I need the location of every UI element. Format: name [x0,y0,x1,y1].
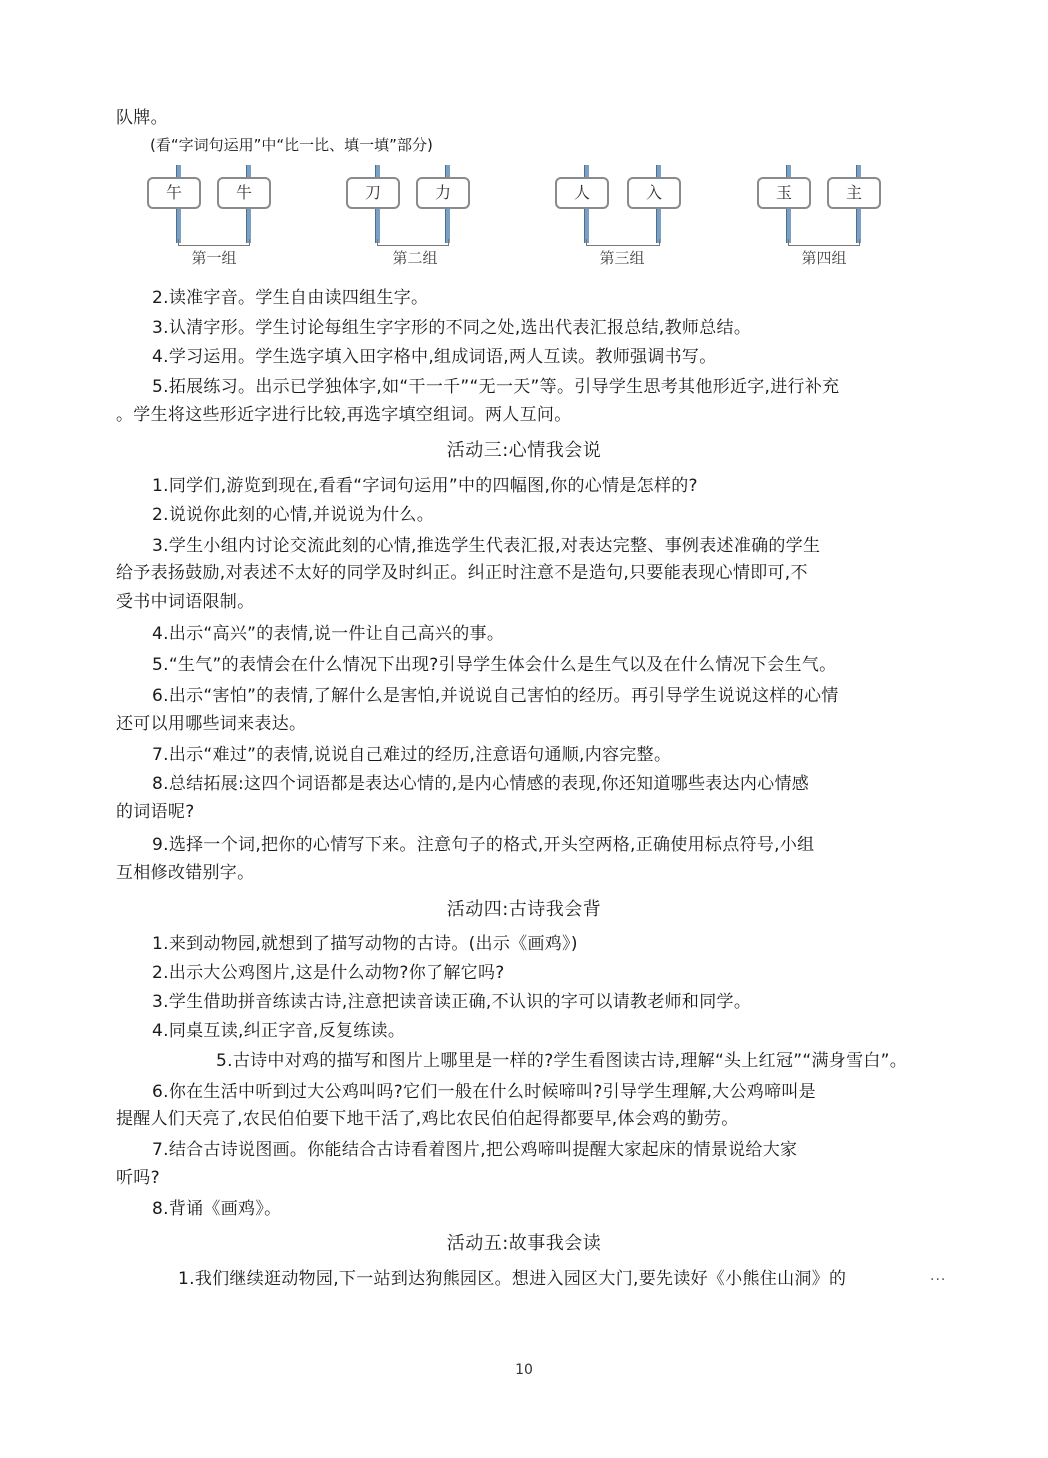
paragraph-line: 8.背诵《画鸡》。 [152,1199,282,1219]
paragraph-line: 的词语呢? [116,802,195,822]
figure-group-1 [144,165,284,273]
paragraph-line: 受书中词语限制。 [116,592,255,612]
group-label: 第三组 [599,249,645,267]
group-bracket [788,239,860,246]
group-label: 第一组 [191,249,237,267]
paragraph-line: 1.我们继续逛动物园,下一站到达狗熊园区。想进入园区大门,要先读好《小熊住山洞》的 [178,1269,847,1289]
char-card: 力 [416,177,470,209]
paragraph-line: 。学生将这些形近字进行比较,再选字填空组词。两人互问。 [116,405,572,425]
paragraph-line: 7.结合古诗说图画。你能结合古诗看着图片,把公鸡啼叫提醒大家起床的情景说给大家 [152,1140,798,1160]
char-card: 入 [627,177,681,209]
paragraph-line: 2.读准字音。学生自由读四组生字。 [152,288,429,308]
paragraph-line: 1.来到动物园,就想到了描写动物的古诗。(出示《画鸡》) [152,934,578,954]
char-card: 人 [555,177,609,209]
paragraph-line: 听吗? [116,1168,160,1188]
paragraph-line: 5.古诗中对鸡的描写和图片上哪里是一样的?学生看图读古诗,理解“头上红冠”“满身雪白”。 [216,1051,908,1071]
paragraph-line: 2.说说你此刻的心情,并说说为什么。 [152,505,435,525]
page-number: 10 [515,1362,533,1378]
paragraph-line: 给予表扬鼓励,对表述不太好的同学及时纠正。纠正时注意不是造句,只要能表现心情即可,不 [116,563,808,583]
continuation-ellipsis: ··· [930,1272,947,1288]
paragraph-line: 6.出示“害怕”的表情,了解什么是害怕,并说说自己害怕的经历。再引导学生说说这样的心情 [152,686,839,706]
paragraph-line: 还可以用哪些词来表达。 [116,714,307,734]
paragraph-line: 8.总结拓展:这四个词语都是表达心情的,是内心情感的表现,你还知道哪些表达内心情感 [152,774,810,794]
paragraph-line: 5.“生气”的表情会在什么情况下出现?引导学生体会什么是生气以及在什么情况下会生气。 [152,655,837,675]
char-card: 主 [827,177,881,209]
paragraph-line: 2.出示大公鸡图片,这是什么动物?你了解它吗? [152,963,505,983]
paragraph-line: 7.出示“难过”的表情,说说自己难过的经历,注意语句通顺,内容完整。 [152,745,672,765]
group-bracket [178,239,250,246]
paragraph-line: 4.同桌互读,纠正字音,反复练读。 [152,1021,406,1041]
figure-group-2 [345,165,485,273]
activity-5-title: 活动五:故事我会读 [446,1233,602,1254]
group-bracket [377,239,449,246]
paragraph-line: 互相修改错别字。 [116,863,255,883]
activity-4-title: 活动四:古诗我会背 [446,899,602,920]
paragraph-line: 5.拓展练习。出示已学独体字,如“干一千”“无一天”等。引导学生思考其他形近字,进行补充 [152,377,840,397]
paragraph-line: 9.选择一个词,把你的心情写下来。注意句子的格式,开头空两格,正确使用标点符号,小组 [152,835,815,855]
paragraph-line: 4.出示“高兴”的表情,说一件让自己高兴的事。 [152,624,505,644]
intro-line: 队牌。 [116,108,168,128]
char-card: 刀 [346,177,400,209]
paragraph-line: 提醒人们天亮了,农民伯伯要下地干活了,鸡比农民伯伯起得都要早,体会鸡的勤劳。 [116,1109,739,1129]
activity-3-title: 活动三:心情我会说 [446,440,602,461]
figure-group-4 [754,165,894,273]
paragraph-line: 6.你在生活中听到过大公鸡叫吗?它们一般在什么时候啼叫?引导学生理解,大公鸡啼叫是 [152,1082,816,1102]
paragraph-line: 3.认清字形。学生讨论每组生字字形的不同之处,选出代表汇报总结,教师总结。 [152,318,752,338]
group-bracket [586,239,660,246]
figure-group-3 [552,165,692,273]
char-card: 牛 [217,177,271,209]
group-label: 第四组 [801,249,847,267]
group-label: 第二组 [392,249,438,267]
paragraph-line: 3.学生借助拼音练读古诗,注意把读音读正确,不认识的字可以请教老师和同学。 [152,992,752,1012]
char-card: 玉 [757,177,811,209]
paragraph-line: 1.同学们,游览到现在,看看“字词句运用”中的四幅图,你的心情是怎样的? [152,476,698,496]
paragraph-line: 3.学生小组内讨论交流此刻的心情,推选学生代表汇报,对表达完整、事例表述准确的学生 [152,536,821,556]
paragraph-line: 4.学习运用。学生选字填入田字格中,组成词语,两人互读。教师强调书写。 [152,347,717,367]
character-comparison-figure [140,165,910,275]
figure-caption: (看“字词句运用”中“比一比、填一填”部分) [150,136,433,154]
char-card: 午 [147,177,201,209]
